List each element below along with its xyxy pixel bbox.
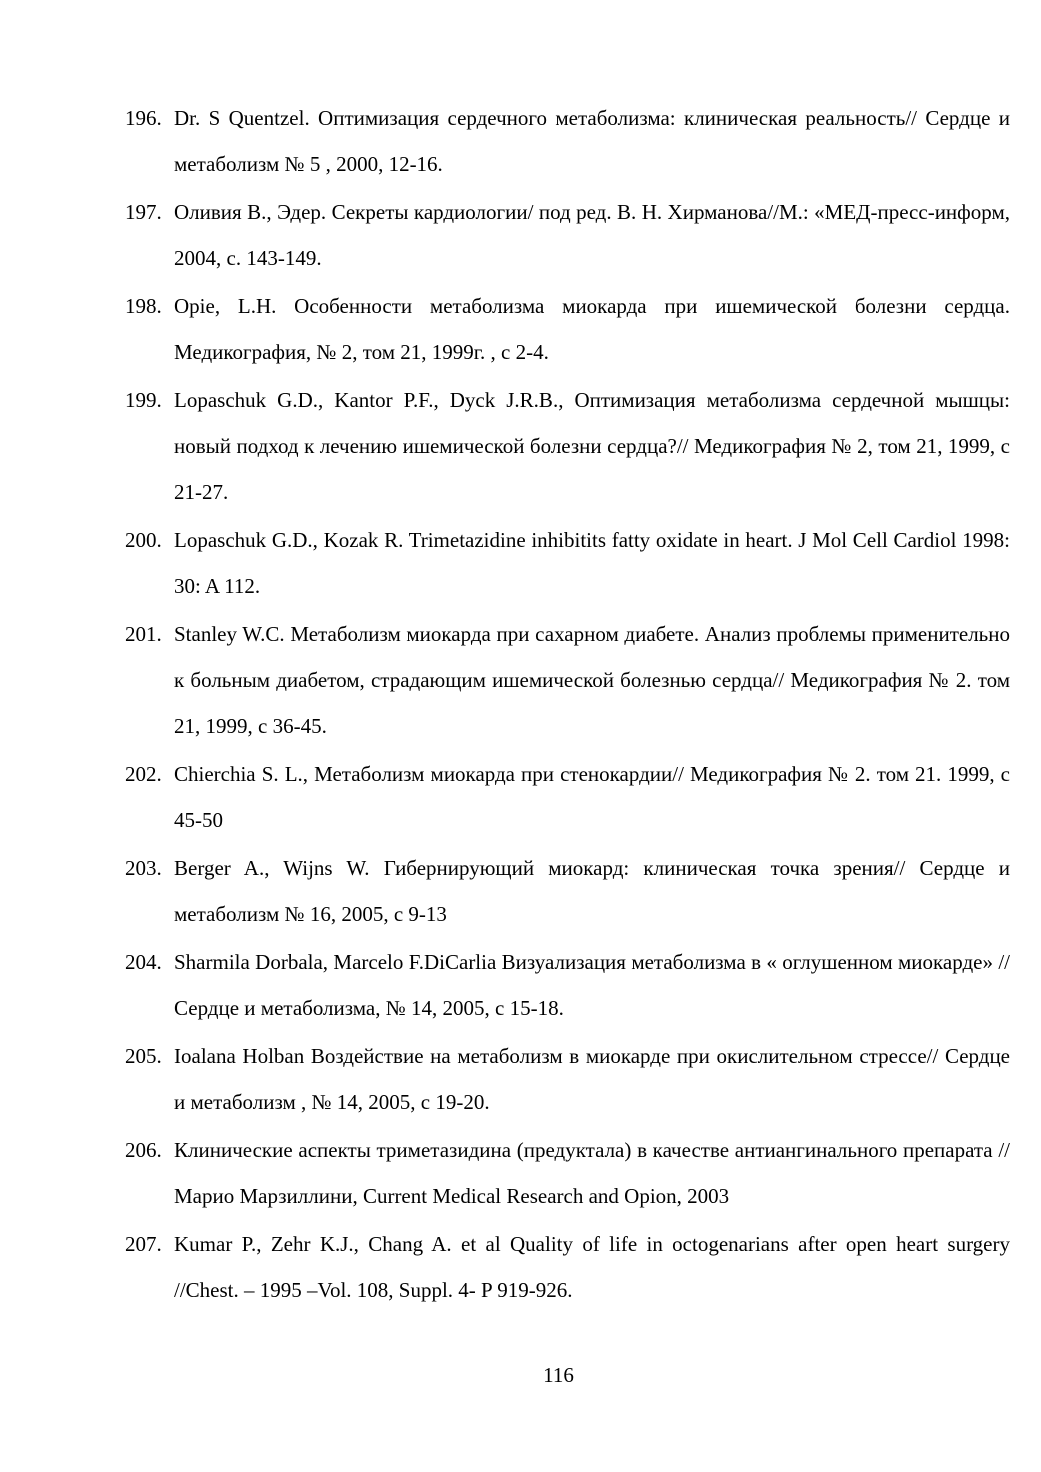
reference-item: [125, 517, 1010, 609]
reference-number: 199.: [125, 388, 162, 412]
reference-item: [125, 1127, 1010, 1219]
reference-item: [125, 845, 1010, 937]
reference-text: Stanley W.C. Метаболизм миокарда при сахарном диабете. Анализ проблемы применительно к больным диабетом, страдающим ишемической болезнью сердца// Медикография № 2. том 21, 1999, с 36-45.: [174, 622, 1010, 738]
reference-item: [125, 751, 1010, 843]
reference-text: Клинические аспекты триметазидина (предуктала) в качестве антиангинального препарата // Марио Марзиллини, Current Medical Research and Opion, 2003: [174, 1138, 1010, 1208]
reference-item: [125, 95, 1010, 187]
reference-number: 197.: [125, 200, 162, 224]
reference-text: Lopaschuk G.D., Kozak R. Trimetazidine inhibitits fatty oxidate in heart. J Mol Cell Cardiol 1998: 30: A 112.: [174, 528, 1010, 598]
reference-number: 206.: [125, 1138, 162, 1162]
reference-text: Оливия В., Эдер. Секреты кардиологии/ под ред. В. Н. Хирманова//М.: «МЕД-пресс-информ, 2004, с. 143-149.: [174, 200, 1010, 270]
reference-number: 204.: [125, 950, 162, 974]
reference-number: 202.: [125, 762, 162, 786]
reference-text: Kumar P., Zehr K.J., Chang A. et al Quality of life in octogenarians after open heart surgery //Chest. – 1995 –Vol. 108, Suppl. 4- P 919-926.: [174, 1232, 1010, 1302]
reference-number: 201.: [125, 622, 162, 646]
reference-text: Lopaschuk G.D., Kantor P.F., Dyck J.R.B., Оптимизация метаболизма сердечной мышцы: новый подход к лечению ишемической болезни сердца?// Медикография № 2, том 21, 1999, с 21-27.: [174, 388, 1010, 504]
reference-text: Ioalana Holban Воздействие на метаболизм в миокарде при окислительном стрессе// Сердце и метаболизм , № 14, 2005, с 19-20.: [174, 1044, 1010, 1114]
reference-number: 198.: [125, 294, 162, 318]
reference-text: Opie, L.H. Особенности метаболизма миокарда при ишемической болезни сердца. Медикография, № 2, том 21, 1999г. , с 2-4.: [174, 294, 1010, 364]
reference-list: [125, 95, 1010, 1315]
reference-number: 205.: [125, 1044, 162, 1068]
reference-item: [125, 611, 1010, 749]
reference-text: Berger A., Wijns W. Гибернирующий миокард: клиническая точка зрения// Сердце и метаболизм № 16, 2005, с 9-13: [174, 856, 1010, 926]
reference-item: [125, 189, 1010, 281]
reference-item: [125, 283, 1010, 375]
reference-item: [125, 939, 1010, 1031]
reference-number: 196.: [125, 106, 162, 130]
reference-number: 207.: [125, 1232, 162, 1256]
reference-item: [125, 1033, 1010, 1125]
page-number: 116: [543, 1363, 574, 1387]
reference-text: Sharmila Dorbala, Marcelo F.DiCarlia Визуализация метаболизма в « оглушенном миокарде» // Сердце и метаболизма, № 14, 2005, с 15-18.: [174, 950, 1010, 1020]
reference-number: 203.: [125, 856, 162, 880]
reference-text: Chierchia S. L., Метаболизм миокарда при стенокардии// Медикография № 2. том 21. 1999, с 45-50: [174, 762, 1010, 832]
reference-text: Dr. S Quentzel. Оптимизация сердечного метаболизма: клиническая реальность// Сердце и метаболизм № 5 , 2000, 12-16.: [174, 106, 1010, 176]
reference-number: 200.: [125, 528, 162, 552]
reference-item: [125, 377, 1010, 515]
reference-item: [125, 1221, 1010, 1313]
